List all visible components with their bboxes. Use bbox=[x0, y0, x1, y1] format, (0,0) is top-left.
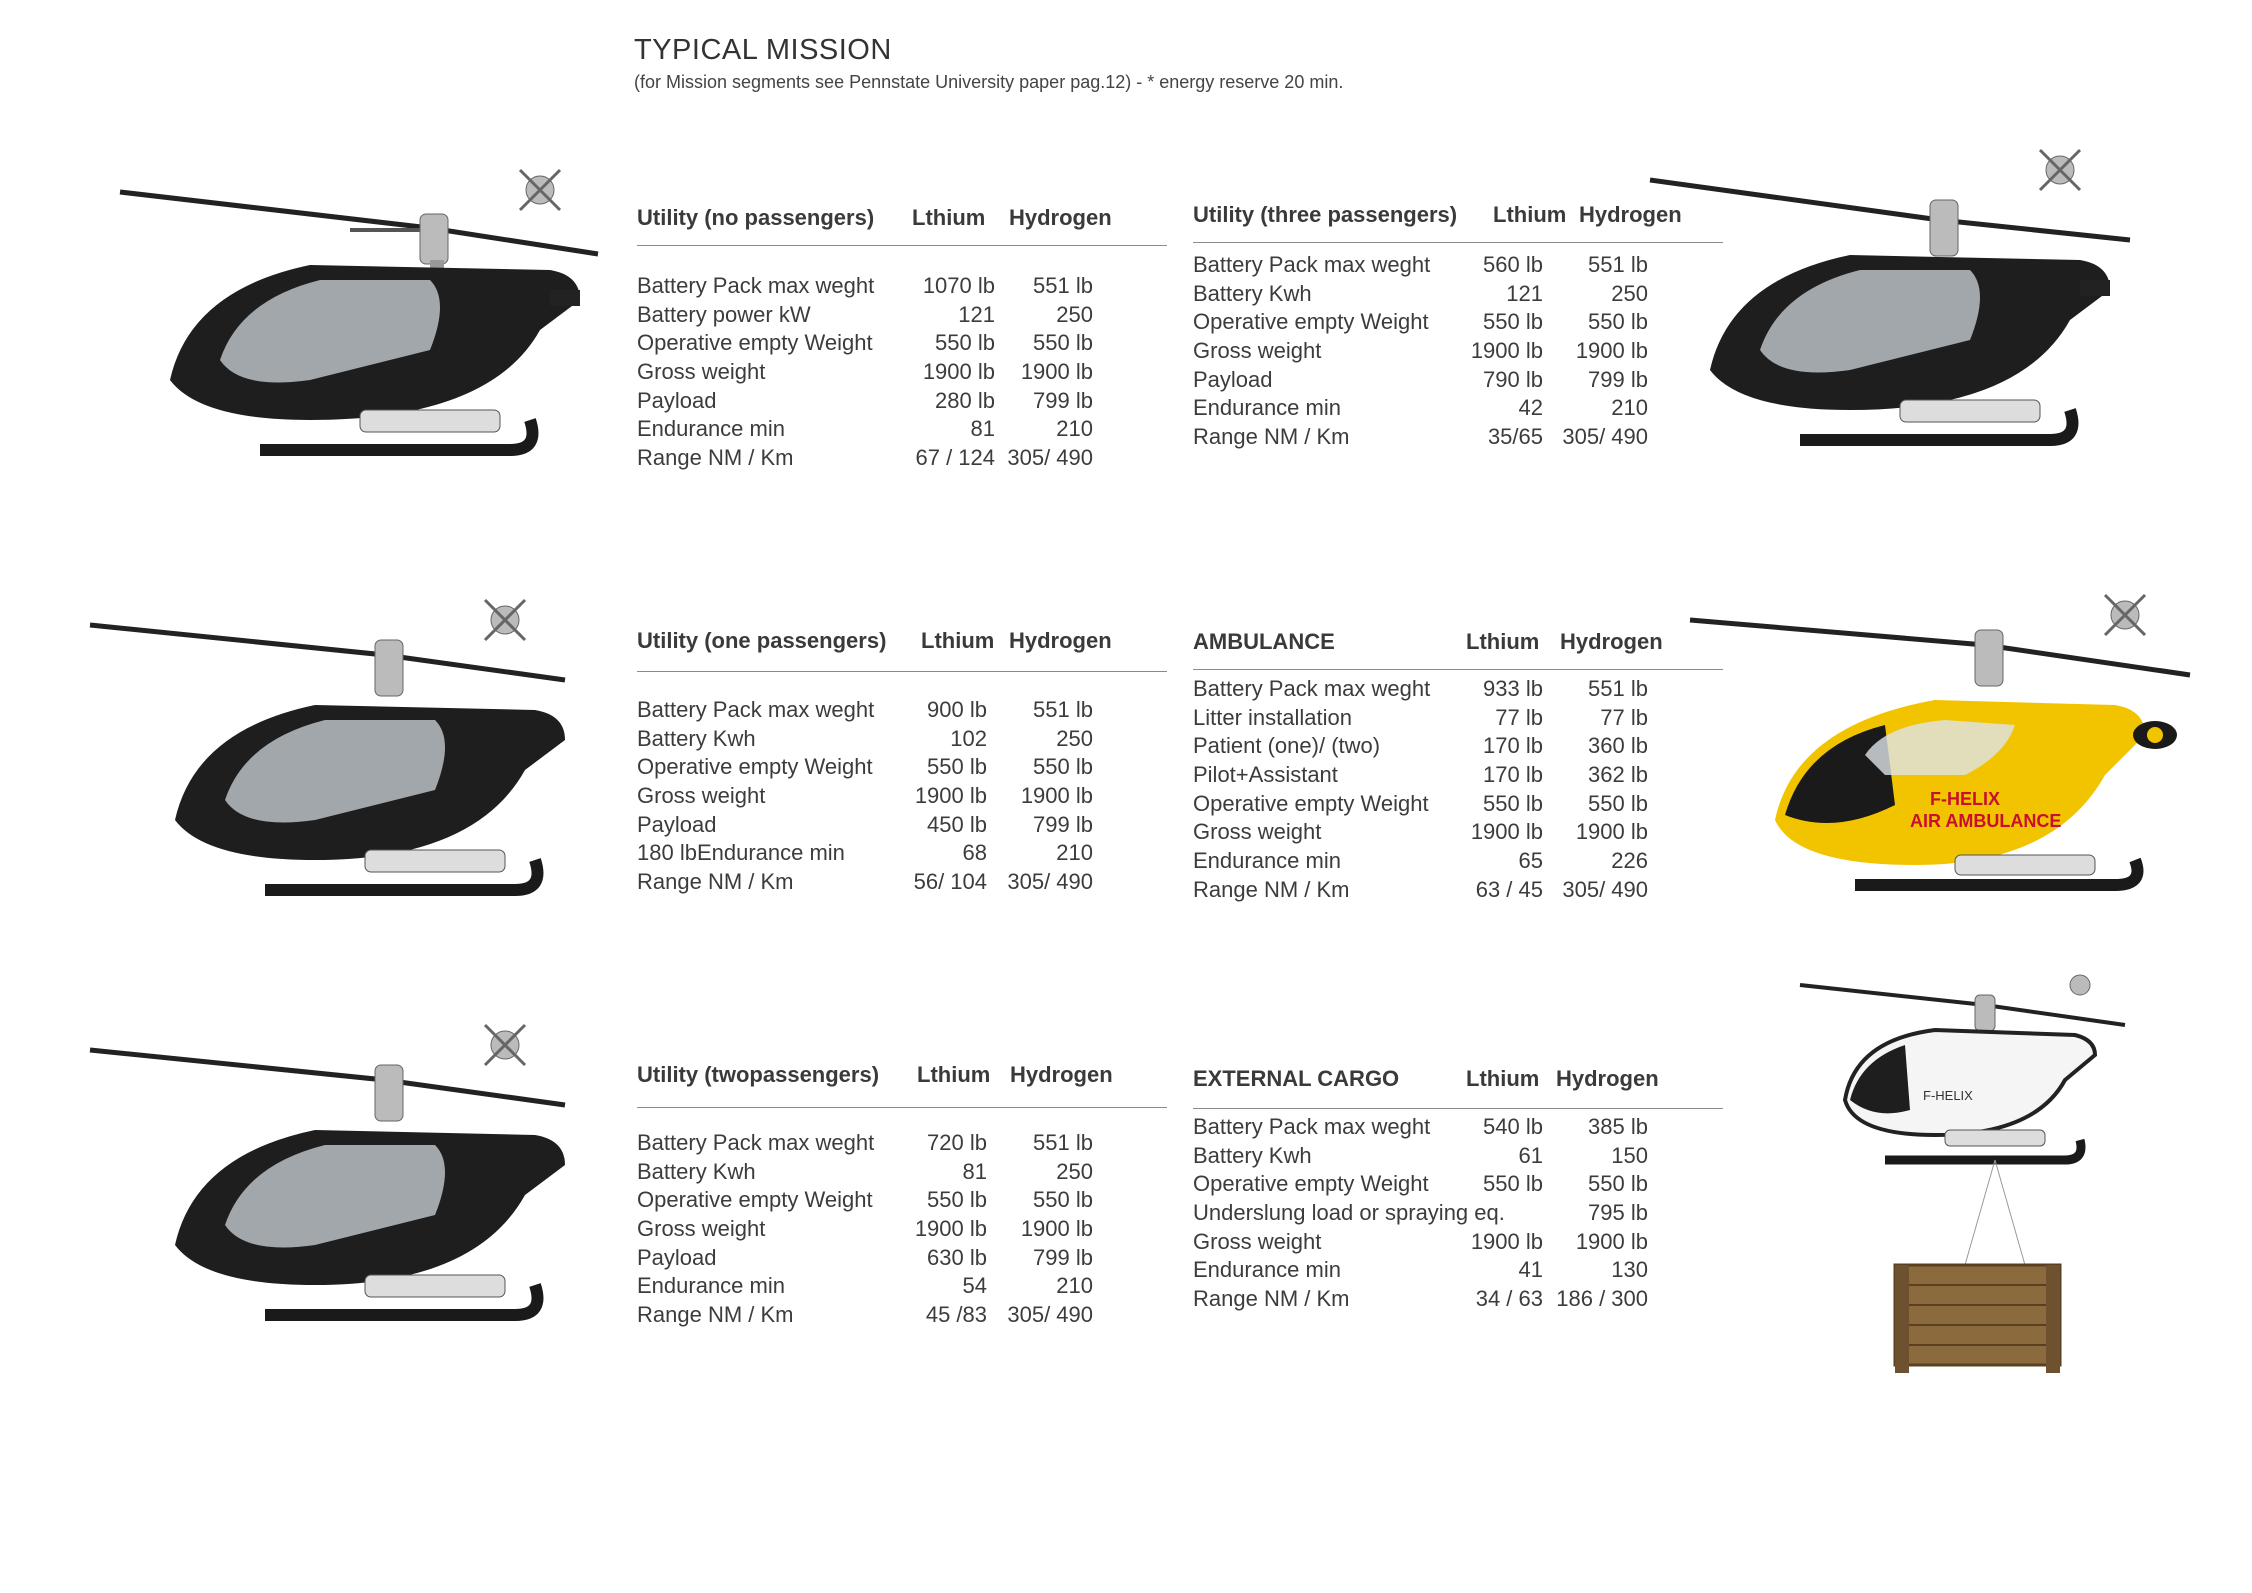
table-utility-one-passengers bbox=[637, 628, 1167, 895]
table-row bbox=[637, 869, 1167, 898]
lithium-value: 720 lb bbox=[927, 1130, 987, 1155]
hydrogen-value: 305/ 490 bbox=[1007, 1302, 1093, 1328]
cargo-helicopter-icon bbox=[1800, 975, 2125, 1265]
hydrogen-value: 250 bbox=[1056, 725, 1093, 751]
row-label: Operative empty Weight bbox=[1193, 1171, 1429, 1197]
row-label: Gross weight bbox=[1193, 1228, 1322, 1254]
lithium-value: 35/65 bbox=[1487, 424, 1543, 450]
table-external-cargo bbox=[1193, 1066, 1723, 1312]
hydrogen-value: 305/ 490 bbox=[1562, 424, 1648, 450]
lithium-value: 63 / 45 bbox=[1475, 876, 1543, 902]
table-row bbox=[1193, 1229, 1723, 1258]
lithium-value: 170 lb bbox=[1483, 762, 1543, 788]
table-row bbox=[637, 697, 1167, 726]
row-label: Payload bbox=[1193, 366, 1273, 392]
utility-helicopter-image-3 bbox=[85, 580, 585, 910]
hydrogen-value: 130 bbox=[1611, 1257, 1648, 1283]
table-row bbox=[1193, 367, 1723, 396]
row-label: Gross weight bbox=[637, 1216, 766, 1242]
row-label: Battery Pack max weght bbox=[637, 697, 875, 722]
lithium-value: 1070 lb bbox=[922, 273, 995, 298]
hydrogen-value: 550 lb bbox=[1033, 754, 1093, 780]
hydrogen-value: 1900 lb bbox=[1575, 338, 1648, 364]
table-row bbox=[1193, 424, 1723, 453]
hydrogen-value: 210 bbox=[1611, 395, 1648, 421]
row-label: Endurance min bbox=[637, 416, 785, 442]
hydrogen-value: 150 bbox=[1611, 1142, 1648, 1168]
row-label: Battery Pack max weght bbox=[637, 1130, 875, 1155]
lithium-value: 1900 lb bbox=[914, 1216, 987, 1242]
table-row bbox=[1193, 1200, 1723, 1229]
table-header bbox=[1193, 629, 1723, 657]
cargo-helicopter-image bbox=[1795, 960, 2135, 1380]
row-label: Battery Pack max weght bbox=[1193, 252, 1431, 277]
lithium-value: 560 lb bbox=[1483, 252, 1543, 277]
table-row bbox=[637, 273, 1167, 302]
hydrogen-value: 1900 lb bbox=[1020, 1216, 1093, 1242]
hydrogen-value: 210 bbox=[1056, 416, 1093, 442]
lithium-value: 56/ 104 bbox=[913, 869, 987, 895]
row-label: Operative empty Weight bbox=[1193, 790, 1429, 816]
row-label: Range NM / Km bbox=[1193, 424, 1350, 450]
row-label: Payload bbox=[637, 1244, 717, 1270]
lithium-value: 550 lb bbox=[927, 754, 987, 780]
column-hydrogen: Hydrogen bbox=[1560, 629, 1663, 654]
hydrogen-value: 1900 lb bbox=[1020, 783, 1093, 809]
hydrogen-value: 799 lb bbox=[1033, 811, 1093, 837]
ambulance-brand: F-HELIX bbox=[1930, 789, 2000, 809]
column-lithium: Lthium bbox=[1493, 202, 1567, 227]
table-row bbox=[1193, 705, 1723, 734]
hydrogen-value: 799 lb bbox=[1033, 387, 1093, 413]
lithium-value: 1900 lb bbox=[914, 783, 987, 809]
table-row bbox=[637, 1130, 1167, 1159]
table-title: Utility (twopassengers) bbox=[637, 1062, 880, 1087]
row-label: Endurance min bbox=[637, 1273, 785, 1299]
hydrogen-value: 305/ 490 bbox=[1562, 876, 1648, 902]
hydrogen-value: 799 lb bbox=[1033, 1244, 1093, 1270]
row-label: Range NM / Km bbox=[637, 1302, 794, 1328]
page-subtitle: (for Mission segments see Pennstate University paper pag.12) - * energy reserve 20 min. bbox=[634, 72, 1344, 92]
hydrogen-value: 77 lb bbox=[1600, 704, 1648, 730]
row-label: Range NM / Km bbox=[1193, 1286, 1350, 1312]
table-header bbox=[1193, 1066, 1723, 1094]
hydrogen-value: 210 bbox=[1056, 1273, 1093, 1299]
hydrogen-value: 210 bbox=[1056, 840, 1093, 866]
row-label: Battery power kW bbox=[637, 301, 811, 327]
helicopter-icon bbox=[90, 1025, 565, 1315]
hydrogen-value: 305/ 490 bbox=[1007, 869, 1093, 895]
cargo-brand: F-HELIX bbox=[1923, 1088, 1973, 1103]
row-label: Pilot+Assistant bbox=[1193, 762, 1338, 788]
lithium-value: 550 lb bbox=[1483, 790, 1543, 816]
table-row bbox=[637, 416, 1167, 445]
row-label: Range NM / Km bbox=[637, 445, 794, 471]
lithium-value: 933 lb bbox=[1483, 676, 1543, 701]
ambulance-helicopter-icon bbox=[1690, 595, 2190, 885]
divider bbox=[637, 245, 1167, 246]
lithium-value: 550 lb bbox=[1483, 1171, 1543, 1197]
hydrogen-value: 550 lb bbox=[1588, 1171, 1648, 1197]
lithium-value: 77 lb bbox=[1495, 704, 1543, 730]
table-row bbox=[637, 812, 1167, 841]
row-label: Endurance min bbox=[1193, 1257, 1341, 1283]
table-row bbox=[637, 1159, 1167, 1188]
table-row bbox=[1193, 791, 1723, 820]
row-label: Underslung load or spraying eq. bbox=[1193, 1200, 1505, 1226]
hydrogen-value: 551 lb bbox=[1033, 273, 1093, 298]
hydrogen-value: 1900 lb bbox=[1575, 819, 1648, 845]
row-label: Payload bbox=[637, 811, 717, 837]
lithium-value: 630 lb bbox=[927, 1244, 987, 1270]
lithium-value: 81 bbox=[962, 1158, 987, 1184]
table-utility-three-passengers bbox=[1193, 202, 1723, 450]
divider bbox=[637, 1107, 1167, 1108]
table-row bbox=[1193, 395, 1723, 424]
table-header bbox=[637, 1062, 1167, 1090]
table-row bbox=[637, 359, 1167, 388]
table-title: Utility (one passengers) bbox=[637, 628, 887, 653]
table-row bbox=[1193, 819, 1723, 848]
table-title: EXTERNAL CARGO bbox=[1193, 1066, 1400, 1091]
row-label: Battery Kwh bbox=[1193, 1142, 1312, 1168]
lithium-value: 65 bbox=[1518, 848, 1543, 874]
table-ambulance bbox=[1193, 629, 1723, 902]
row-label: Endurance min bbox=[1193, 848, 1341, 874]
column-hydrogen: Hydrogen bbox=[1556, 1066, 1659, 1091]
table-row bbox=[637, 330, 1167, 359]
table-header bbox=[637, 628, 1167, 656]
hydrogen-value: 550 lb bbox=[1033, 330, 1093, 356]
lithium-value: 41 bbox=[1518, 1257, 1543, 1283]
utility-helicopter-image-4 bbox=[85, 1005, 585, 1335]
ambulance-label: AIR AMBULANCE bbox=[1910, 811, 2062, 831]
lithium-value: 1900 lb bbox=[1470, 338, 1543, 364]
table-row bbox=[637, 445, 1167, 474]
hydrogen-value: 795 lb bbox=[1588, 1200, 1648, 1226]
lithium-value: 61 bbox=[1518, 1142, 1543, 1168]
row-label: Operative empty Weight bbox=[637, 1187, 873, 1213]
table-header bbox=[637, 205, 1167, 233]
table-row bbox=[1193, 1114, 1723, 1143]
hydrogen-value: 1900 lb bbox=[1575, 1228, 1648, 1254]
hydrogen-value: 799 lb bbox=[1588, 366, 1648, 392]
lithium-value: 170 lb bbox=[1483, 733, 1543, 759]
lithium-value: 102 bbox=[950, 725, 987, 751]
column-lithium: Lthium bbox=[1466, 629, 1540, 654]
row-label: Battery Pack max weght bbox=[637, 273, 875, 298]
hydrogen-value: 250 bbox=[1056, 301, 1093, 327]
lithium-value: 34 / 63 bbox=[1475, 1286, 1543, 1312]
lithium-value: 67 / 124 bbox=[915, 445, 995, 471]
table-row bbox=[637, 754, 1167, 783]
table-row bbox=[1193, 877, 1723, 906]
table-row bbox=[1193, 252, 1723, 281]
row-label: Operative empty Weight bbox=[637, 754, 873, 780]
column-hydrogen: Hydrogen bbox=[1009, 205, 1112, 230]
table-row bbox=[637, 388, 1167, 417]
table-row bbox=[1193, 1257, 1723, 1286]
table-row bbox=[637, 1216, 1167, 1245]
lithium-value: 1900 lb bbox=[1470, 819, 1543, 845]
divider bbox=[1193, 669, 1723, 670]
hydrogen-value: 186 / 300 bbox=[1556, 1286, 1648, 1312]
row-label: Gross weight bbox=[637, 359, 766, 385]
column-hydrogen: Hydrogen bbox=[1579, 202, 1682, 227]
hydrogen-value: 550 lb bbox=[1588, 790, 1648, 816]
divider bbox=[637, 671, 1167, 672]
row-label: Patient (one)/ (two) bbox=[1193, 733, 1381, 759]
lithium-value: 550 lb bbox=[935, 330, 995, 356]
table-row bbox=[1193, 762, 1723, 791]
row-label: Battery Pack max weght bbox=[1193, 676, 1431, 701]
hydrogen-value: 305/ 490 bbox=[1007, 445, 1093, 471]
helicopter-icon bbox=[90, 600, 565, 890]
hydrogen-value: 551 lb bbox=[1588, 252, 1648, 277]
divider bbox=[1193, 242, 1723, 243]
row-label: Battery Kwh bbox=[637, 725, 756, 751]
lithium-value: 550 lb bbox=[1483, 309, 1543, 335]
lithium-value: 68 bbox=[962, 840, 987, 866]
lithium-value: 900 lb bbox=[927, 697, 987, 722]
table-row bbox=[637, 1187, 1167, 1216]
column-lithium: Lthium bbox=[912, 205, 986, 230]
lithium-value: 550 lb bbox=[927, 1187, 987, 1213]
hydrogen-value: 250 bbox=[1056, 1158, 1093, 1184]
hydrogen-value: 551 lb bbox=[1033, 697, 1093, 722]
table-row bbox=[637, 1302, 1167, 1331]
table-row bbox=[637, 783, 1167, 812]
hydrogen-value: 551 lb bbox=[1588, 676, 1648, 701]
row-label: Range NM / Km bbox=[637, 869, 794, 895]
row-label: Payload bbox=[637, 387, 717, 413]
table-row bbox=[1193, 1286, 1723, 1315]
hydrogen-value: 550 lb bbox=[1033, 1187, 1093, 1213]
row-label: Litter installation bbox=[1193, 704, 1352, 730]
hydrogen-value: 551 lb bbox=[1033, 1130, 1093, 1155]
lithium-value: 540 lb bbox=[1483, 1114, 1543, 1139]
hydrogen-value: 550 lb bbox=[1588, 309, 1648, 335]
table-row bbox=[1193, 338, 1723, 367]
lithium-value: 1900 lb bbox=[922, 359, 995, 385]
lithium-value: 1900 lb bbox=[1470, 1228, 1543, 1254]
table-utility-two-passengers bbox=[637, 1062, 1167, 1328]
table-row bbox=[1193, 281, 1723, 310]
table-row bbox=[637, 840, 1167, 869]
lithium-value: 42 bbox=[1518, 395, 1543, 421]
row-label: Gross weight bbox=[1193, 338, 1322, 364]
hydrogen-value: 1900 lb bbox=[1020, 359, 1093, 385]
row-label: 180 lbEndurance min bbox=[637, 840, 845, 866]
lithium-value: 45 /83 bbox=[925, 1302, 987, 1328]
table-row bbox=[1193, 309, 1723, 338]
row-label: Battery Kwh bbox=[1193, 280, 1312, 306]
lithium-value: 790 lb bbox=[1483, 366, 1543, 392]
table-title: AMBULANCE bbox=[1193, 629, 1335, 654]
lithium-value: 81 bbox=[970, 416, 995, 442]
row-label: Battery Pack max weght bbox=[1193, 1114, 1431, 1139]
column-hydrogen: Hydrogen bbox=[1010, 1062, 1113, 1087]
table-title: Utility (three passengers) bbox=[1193, 202, 1458, 227]
divider bbox=[1193, 1108, 1723, 1109]
table-utility-no-passengers bbox=[637, 205, 1167, 471]
table-row bbox=[637, 302, 1167, 331]
hydrogen-value: 362 lb bbox=[1588, 762, 1648, 788]
lithium-value: 54 bbox=[962, 1273, 987, 1299]
table-row bbox=[1193, 848, 1723, 877]
table-title: Utility (no passengers) bbox=[637, 205, 875, 230]
table-row bbox=[637, 726, 1167, 755]
row-label: Endurance min bbox=[1193, 395, 1341, 421]
column-lithium: Lthium bbox=[1466, 1066, 1540, 1091]
row-label: Gross weight bbox=[637, 783, 766, 809]
row-label: Operative empty Weight bbox=[637, 330, 873, 356]
page-title: TYPICAL MISSION bbox=[634, 34, 892, 66]
table-row bbox=[1193, 1171, 1723, 1200]
utility-helicopter-image-1 bbox=[110, 150, 610, 480]
ambulance-helicopter-image bbox=[1685, 575, 2205, 915]
row-label: Battery Kwh bbox=[637, 1158, 756, 1184]
column-lithium: Lthium bbox=[921, 628, 995, 653]
table-row bbox=[637, 1245, 1167, 1274]
cargo-crate-icon bbox=[1895, 1265, 2060, 1373]
column-lithium: Lthium bbox=[917, 1062, 991, 1087]
hydrogen-value: 385 lb bbox=[1588, 1114, 1648, 1139]
table-row bbox=[637, 1273, 1167, 1302]
row-label: Operative empty Weight bbox=[1193, 309, 1429, 335]
table-row bbox=[1193, 676, 1723, 705]
lithium-value: 121 bbox=[958, 301, 995, 327]
hydrogen-value: 360 lb bbox=[1588, 733, 1648, 759]
row-label: Gross weight bbox=[1193, 819, 1322, 845]
table-header bbox=[1193, 202, 1723, 230]
table-row bbox=[1193, 1143, 1723, 1172]
column-hydrogen: Hydrogen bbox=[1009, 628, 1112, 653]
lithium-value: 280 lb bbox=[935, 387, 995, 413]
hydrogen-value: 226 bbox=[1611, 848, 1648, 874]
lithium-value: 121 bbox=[1506, 280, 1543, 306]
row-label: Range NM / Km bbox=[1193, 876, 1350, 902]
helicopter-icon bbox=[120, 170, 598, 450]
lithium-value: 450 lb bbox=[927, 811, 987, 837]
table-row bbox=[1193, 733, 1723, 762]
hydrogen-value: 250 bbox=[1611, 280, 1648, 306]
